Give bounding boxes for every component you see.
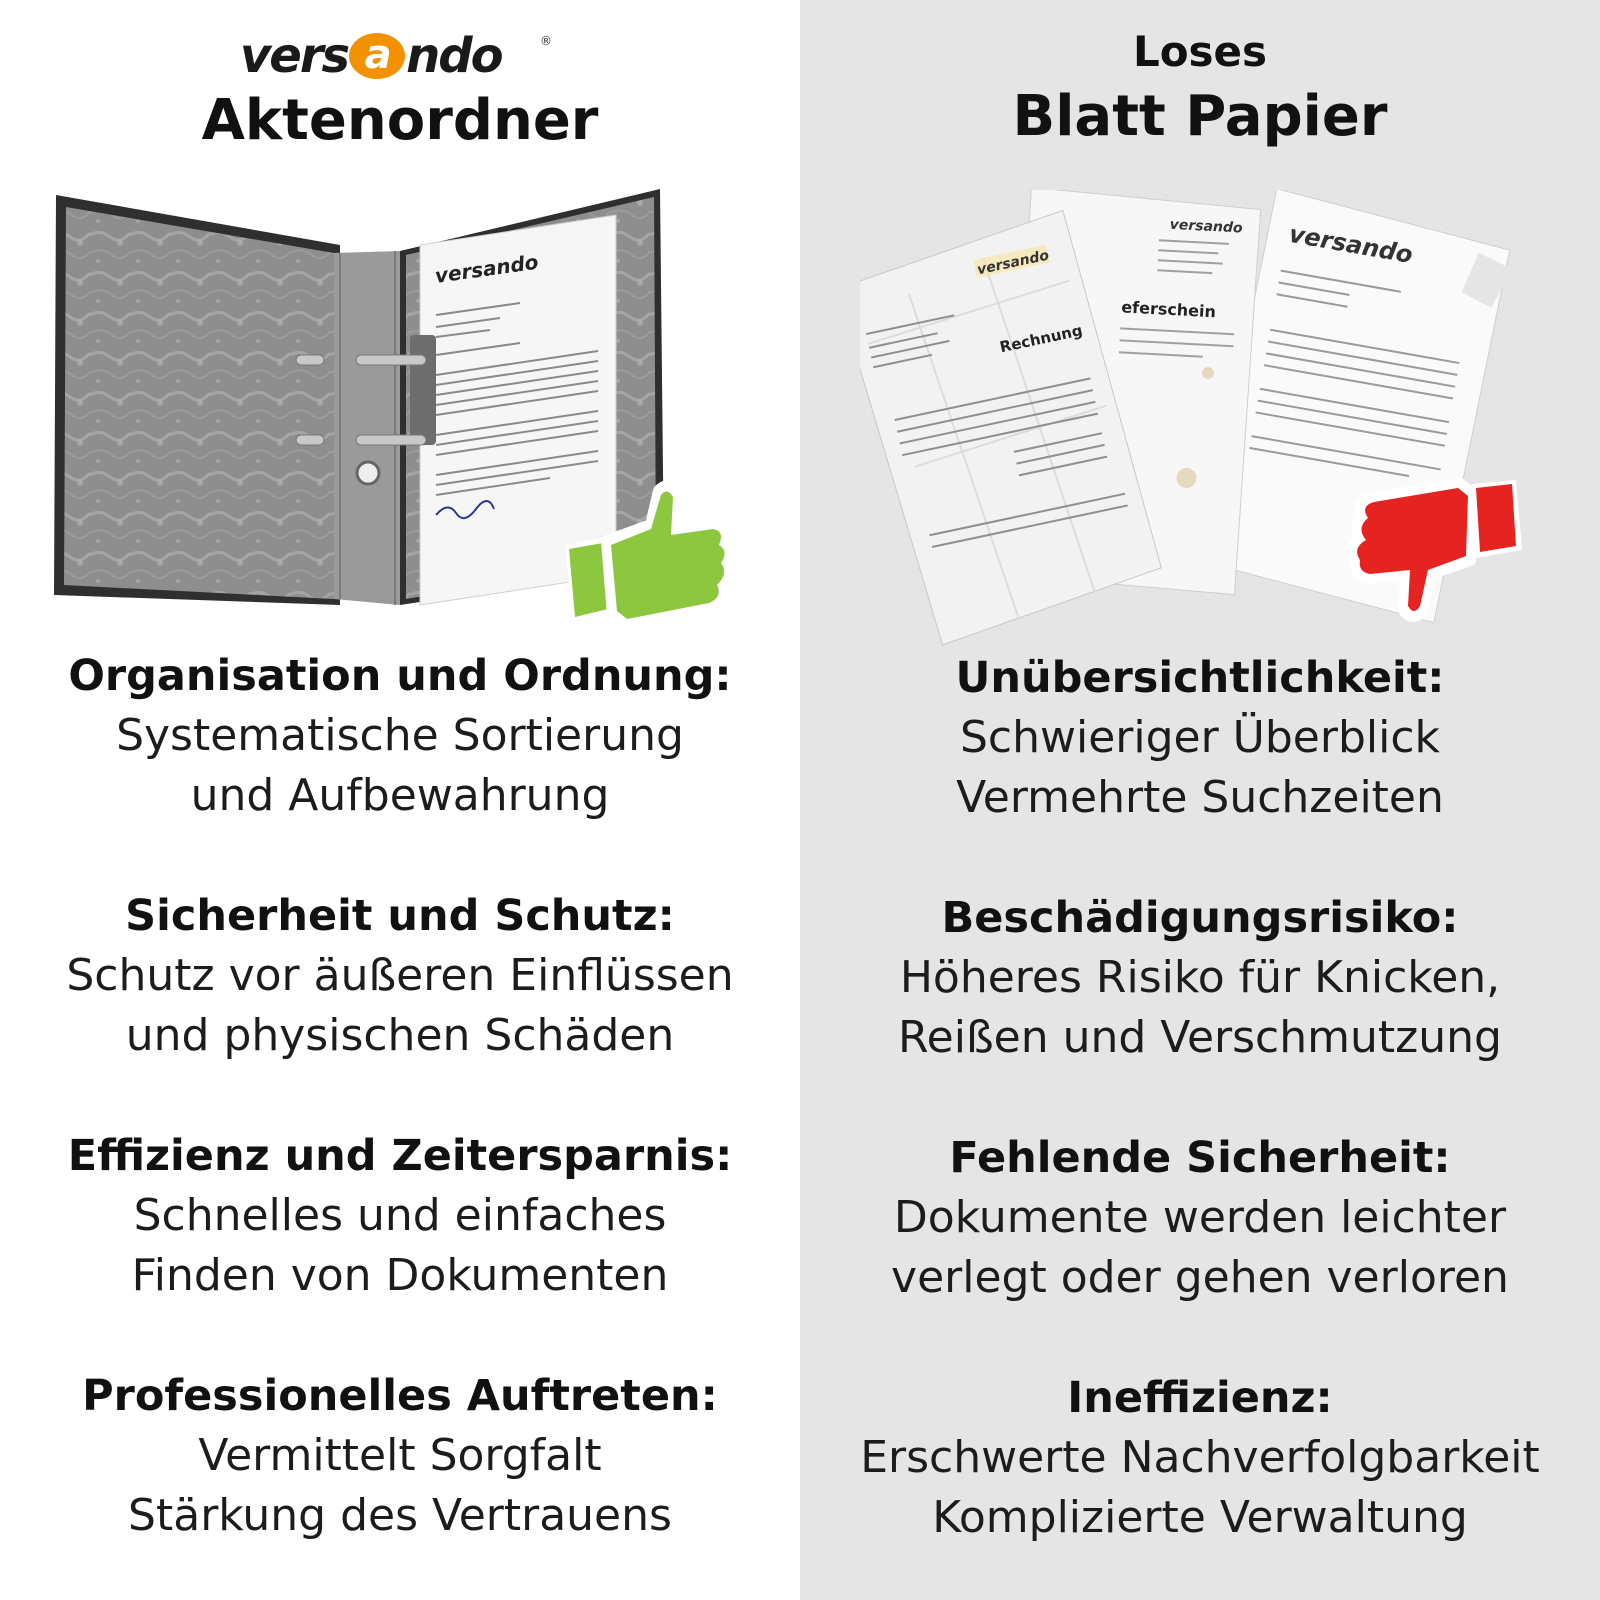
loose-papers-illustration xyxy=(860,190,1580,650)
point-heading: Organisation und Ordnung: xyxy=(68,651,732,701)
paper2-title: eferschein xyxy=(1120,297,1217,322)
versando-logo xyxy=(240,24,560,88)
right-title-wrap xyxy=(800,24,1600,152)
left-point-2 xyxy=(0,886,800,1066)
point-line: Erschwerte Nachverfolgbarkeit xyxy=(860,1432,1540,1483)
right-point-3 xyxy=(800,1128,1600,1308)
paper1-title: Rechnung xyxy=(998,321,1085,357)
left-title-wrap xyxy=(0,86,800,156)
point-line: Höheres Risiko für Knicken, xyxy=(899,952,1501,1003)
left-point-1 xyxy=(0,646,800,826)
left-point-3 xyxy=(0,1126,800,1306)
logo-text-pre: vers xyxy=(240,28,349,84)
binder-spine xyxy=(334,251,400,605)
point-line: Dokumente werden leichter xyxy=(893,1192,1507,1243)
ring-mechanism xyxy=(410,335,436,445)
point-line: und physischen Schäden xyxy=(125,1010,675,1061)
binder-finger-hole xyxy=(357,462,379,484)
point-line: Finden von Dokumenten xyxy=(131,1250,669,1301)
binder-left-cover xyxy=(64,207,334,599)
point-line: Vermehrte Suchzeiten xyxy=(956,772,1444,823)
right-title-line2: Blatt Papier xyxy=(1012,84,1388,149)
point-line: Reißen und Verschmutzung xyxy=(898,1012,1502,1063)
point-heading: Fehlende Sicherheit: xyxy=(949,1133,1451,1183)
point-line: Schutz vor äußeren Einflüssen xyxy=(66,950,734,1001)
left-title: Aktenordner xyxy=(201,88,599,153)
right-point-4 xyxy=(800,1368,1600,1548)
paper1-logo: versando xyxy=(975,247,1051,279)
right-title-line1: Loses xyxy=(1132,27,1268,76)
point-line: Schnelles und einfaches xyxy=(133,1190,667,1241)
point-heading: Ineffizienz: xyxy=(1067,1373,1333,1423)
point-line: und Aufbewahrung xyxy=(190,770,610,821)
right-point-2 xyxy=(800,888,1600,1068)
point-line: Vermittelt Sorgfalt xyxy=(198,1430,602,1481)
point-heading: Professionelles Auftreten: xyxy=(82,1371,718,1421)
paper2-logo: versando xyxy=(1169,216,1243,237)
binder-illustration xyxy=(50,185,740,655)
point-line: Systematische Sortierung xyxy=(116,710,684,761)
paper3-logo: versando xyxy=(1286,219,1415,270)
right-point-1 xyxy=(800,648,1600,828)
logo-text-post: ndo xyxy=(406,28,502,84)
left-point-4 xyxy=(0,1366,800,1546)
right-column xyxy=(800,0,1600,1600)
logo-at-sign: a xyxy=(349,33,405,79)
point-line: Stärkung des Vertrauens xyxy=(128,1490,672,1541)
registered-mark: ® xyxy=(540,34,552,48)
point-heading: Beschädigungsrisiko: xyxy=(941,893,1459,943)
point-heading: Sicherheit und Schutz: xyxy=(125,891,675,941)
point-heading: Effizienz und Zeitersparnis: xyxy=(67,1131,733,1181)
point-heading: Unübersichtlichkeit: xyxy=(955,653,1445,703)
point-line: Komplizierte Verwaltung xyxy=(932,1492,1468,1543)
point-line: verlegt oder gehen verloren xyxy=(891,1252,1509,1303)
point-line: Schwieriger Überblick xyxy=(959,712,1441,763)
document-logo: versando xyxy=(433,249,540,288)
